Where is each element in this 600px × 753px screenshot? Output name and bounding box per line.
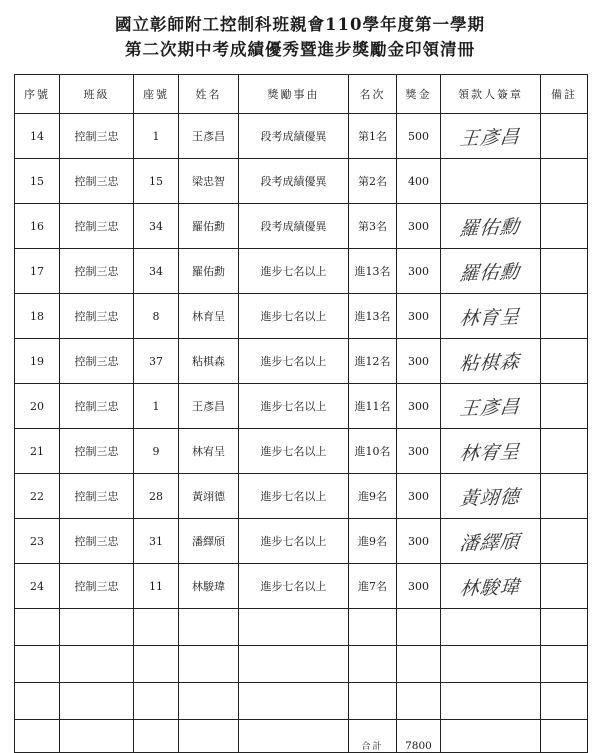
empty-row xyxy=(15,646,588,683)
row-number: 24 xyxy=(15,564,60,609)
row-class: 控制三忠 xyxy=(60,339,134,384)
row-reason: 進步七名以上 xyxy=(239,249,349,294)
empty-cell xyxy=(239,683,349,720)
empty-cell xyxy=(441,720,541,753)
row-signature xyxy=(441,429,541,474)
row-seat: 8 xyxy=(134,294,179,339)
row-number: 18 xyxy=(15,294,60,339)
empty-cell xyxy=(134,646,179,683)
row-name: 王彥昌 xyxy=(179,384,239,429)
header-no: 序號 xyxy=(15,75,60,114)
row-number: 21 xyxy=(15,429,60,474)
row-rank: 進9名 xyxy=(349,474,397,519)
empty-cell xyxy=(397,609,441,646)
row-reason: 段考成績優異 xyxy=(239,114,349,159)
handwritten-signature: 羅佑勳 xyxy=(459,215,522,240)
row-amount: 300 xyxy=(397,519,441,564)
empty-cell xyxy=(60,720,134,753)
row-name: 羅佑勳 xyxy=(179,204,239,249)
row-remarks xyxy=(541,474,588,519)
table-row xyxy=(15,249,588,294)
row-signature xyxy=(441,564,541,609)
handwritten-signature: 林宥呈 xyxy=(459,440,522,465)
row-seat: 1 xyxy=(134,384,179,429)
empty-cell xyxy=(15,720,60,753)
header-reason: 獎勵事由 xyxy=(239,75,349,114)
row-reason: 進步七名以上 xyxy=(239,564,349,609)
row-number: 19 xyxy=(15,339,60,384)
row-amount: 300 xyxy=(397,294,441,339)
table-row xyxy=(15,339,588,384)
row-seat: 1 xyxy=(134,114,179,159)
row-amount: 500 xyxy=(397,114,441,159)
row-reason: 段考成績優異 xyxy=(239,204,349,249)
row-reason: 進步七名以上 xyxy=(239,339,349,384)
row-signature xyxy=(441,204,541,249)
empty-cell xyxy=(349,683,397,720)
row-rank: 第1名 xyxy=(349,114,397,159)
row-number: 23 xyxy=(15,519,60,564)
row-remarks xyxy=(541,384,588,429)
row-signature xyxy=(441,519,541,564)
row-amount: 300 xyxy=(397,474,441,519)
empty-cell xyxy=(60,609,134,646)
row-signature xyxy=(441,114,541,159)
table-row xyxy=(15,384,588,429)
row-amount: 300 xyxy=(397,249,441,294)
handwritten-signature: 林駿瑋 xyxy=(459,575,522,600)
row-rank: 進13名 xyxy=(349,294,397,339)
row-class: 控制三忠 xyxy=(60,564,134,609)
empty-cell xyxy=(239,609,349,646)
row-class: 控制三忠 xyxy=(60,294,134,339)
row-name: 黃翊德 xyxy=(179,474,239,519)
row-class: 控制三忠 xyxy=(60,519,134,564)
row-reason: 進步七名以上 xyxy=(239,384,349,429)
handwritten-signature: 王彥昌 xyxy=(459,125,522,150)
row-seat: 34 xyxy=(134,249,179,294)
empty-cell xyxy=(441,683,541,720)
row-amount: 300 xyxy=(397,384,441,429)
row-remarks xyxy=(541,249,588,294)
row-seat: 11 xyxy=(134,564,179,609)
row-amount: 300 xyxy=(397,204,441,249)
handwritten-signature: 羅佑勳 xyxy=(459,260,522,285)
empty-cell xyxy=(349,646,397,683)
row-rank: 進13名 xyxy=(349,249,397,294)
table-row xyxy=(15,564,588,609)
row-remarks xyxy=(541,339,588,384)
handwritten-signature: 潘繹頎 xyxy=(459,530,522,555)
row-reason: 進步七名以上 xyxy=(239,519,349,564)
row-name: 潘繹頎 xyxy=(179,519,239,564)
empty-cell xyxy=(179,683,239,720)
table-row xyxy=(15,114,588,159)
row-signature xyxy=(441,294,541,339)
row-seat: 28 xyxy=(134,474,179,519)
row-amount: 300 xyxy=(397,429,441,474)
table-row xyxy=(15,429,588,474)
table-row xyxy=(15,294,588,339)
header-remarks: 備註 xyxy=(541,75,588,114)
row-name: 林駿瑋 xyxy=(179,564,239,609)
empty-cell xyxy=(541,683,588,720)
total-label: 合計 xyxy=(349,720,397,753)
empty-cell xyxy=(541,646,588,683)
empty-cell xyxy=(179,609,239,646)
handwritten-signature: 黃翊德 xyxy=(459,485,522,510)
empty-cell xyxy=(179,720,239,753)
row-seat: 34 xyxy=(134,204,179,249)
table-row xyxy=(15,159,588,204)
empty-cell xyxy=(541,609,588,646)
total-value: 7800 xyxy=(397,720,441,753)
row-seat: 9 xyxy=(134,429,179,474)
row-number: 15 xyxy=(15,159,60,204)
empty-row xyxy=(15,609,588,646)
row-seat: 15 xyxy=(134,159,179,204)
row-reason: 進步七名以上 xyxy=(239,294,349,339)
row-signature xyxy=(441,159,541,204)
award-table xyxy=(14,74,588,753)
row-rank: 進9名 xyxy=(349,519,397,564)
empty-cell xyxy=(15,683,60,720)
row-signature xyxy=(441,384,541,429)
header-name: 姓名 xyxy=(179,75,239,114)
empty-cell xyxy=(239,646,349,683)
row-class: 控制三忠 xyxy=(60,384,134,429)
total-row xyxy=(15,720,588,753)
row-class: 控制三忠 xyxy=(60,474,134,519)
row-rank: 進12名 xyxy=(349,339,397,384)
empty-cell xyxy=(15,609,60,646)
table-row xyxy=(15,474,588,519)
empty-cell xyxy=(134,720,179,753)
row-reason: 進步七名以上 xyxy=(239,429,349,474)
header-class: 班級 xyxy=(60,75,134,114)
document-title: 國立彰師附工控制科班親會110學年度第一學期 xyxy=(115,15,485,34)
table-row xyxy=(15,519,588,564)
row-amount: 400 xyxy=(397,159,441,204)
header-signature: 領款人簽章 xyxy=(441,75,541,114)
handwritten-signature: 粘棋森 xyxy=(459,350,522,375)
row-remarks xyxy=(541,429,588,474)
empty-cell xyxy=(441,646,541,683)
row-number: 22 xyxy=(15,474,60,519)
row-name: 林育呈 xyxy=(179,294,239,339)
header-rank: 名次 xyxy=(349,75,397,114)
handwritten-signature: 林育呈 xyxy=(459,305,522,330)
row-reason: 段考成績優異 xyxy=(239,159,349,204)
empty-cell xyxy=(60,646,134,683)
row-amount: 300 xyxy=(397,564,441,609)
row-name: 林宥呈 xyxy=(179,429,239,474)
row-rank: 進10名 xyxy=(349,429,397,474)
empty-cell xyxy=(134,683,179,720)
row-remarks xyxy=(541,564,588,609)
row-name: 羅佑勳 xyxy=(179,249,239,294)
row-class: 控制三忠 xyxy=(60,249,134,294)
header-seat: 座號 xyxy=(134,75,179,114)
document-subtitle: 第二次期中考成績優秀暨進步獎勵金印領清冊 xyxy=(125,40,475,59)
row-rank: 進7名 xyxy=(349,564,397,609)
row-number: 17 xyxy=(15,249,60,294)
row-rank: 第2名 xyxy=(349,159,397,204)
header-amount: 獎金 xyxy=(397,75,441,114)
row-remarks xyxy=(541,294,588,339)
row-class: 控制三忠 xyxy=(60,114,134,159)
row-signature xyxy=(441,249,541,294)
empty-cell xyxy=(441,609,541,646)
row-rank: 進11名 xyxy=(349,384,397,429)
handwritten-signature: 王彥昌 xyxy=(459,395,522,420)
row-seat: 37 xyxy=(134,339,179,384)
empty-cell xyxy=(397,683,441,720)
row-amount: 300 xyxy=(397,339,441,384)
row-number: 16 xyxy=(15,204,60,249)
table-row xyxy=(15,204,588,249)
row-class: 控制三忠 xyxy=(60,159,134,204)
row-seat: 31 xyxy=(134,519,179,564)
empty-cell xyxy=(349,609,397,646)
empty-row xyxy=(15,683,588,720)
empty-cell xyxy=(134,609,179,646)
row-class: 控制三忠 xyxy=(60,204,134,249)
header-row xyxy=(15,75,588,114)
row-name: 粘棋森 xyxy=(179,339,239,384)
row-number: 20 xyxy=(15,384,60,429)
row-number: 14 xyxy=(15,114,60,159)
empty-cell xyxy=(541,720,588,753)
row-name: 梁忠智 xyxy=(179,159,239,204)
row-remarks xyxy=(541,204,588,249)
empty-cell xyxy=(239,720,349,753)
row-remarks xyxy=(541,519,588,564)
empty-cell xyxy=(60,683,134,720)
empty-cell xyxy=(397,646,441,683)
row-class: 控制三忠 xyxy=(60,429,134,474)
row-reason: 進步七名以上 xyxy=(239,474,349,519)
row-remarks xyxy=(541,114,588,159)
empty-cell xyxy=(15,646,60,683)
row-rank: 第3名 xyxy=(349,204,397,249)
row-signature xyxy=(441,339,541,384)
empty-cell xyxy=(179,646,239,683)
row-remarks xyxy=(541,159,588,204)
row-signature xyxy=(441,474,541,519)
row-name: 王彥昌 xyxy=(179,114,239,159)
